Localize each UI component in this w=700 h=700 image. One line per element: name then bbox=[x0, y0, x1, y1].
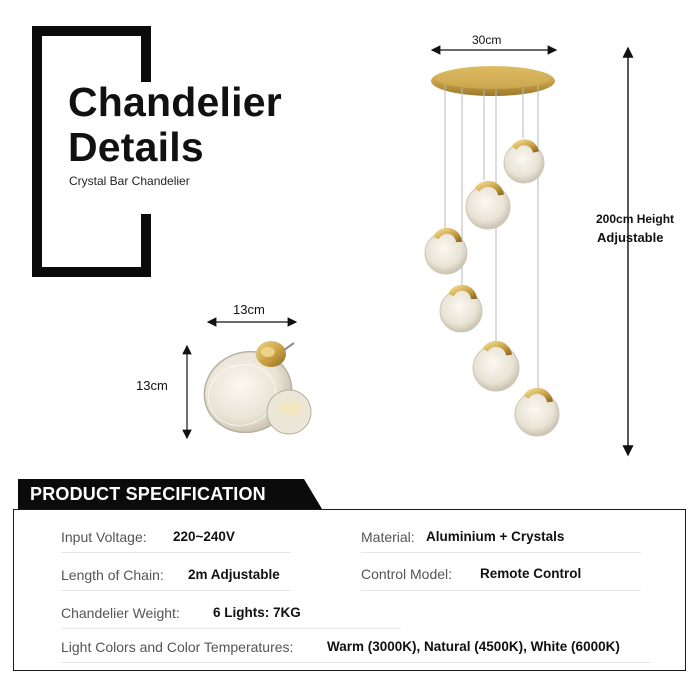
title-line-2: Details bbox=[68, 124, 204, 170]
divider bbox=[61, 590, 291, 591]
crystal-globe bbox=[466, 184, 510, 229]
spec-value: Remote Control bbox=[480, 566, 582, 581]
title-line-1: Chandelier bbox=[68, 79, 282, 125]
spec-label: Length of Chain: bbox=[61, 567, 164, 583]
canopy-width-label: 30cm bbox=[472, 33, 502, 47]
spec-label: Light Colors and Color Temperatures: bbox=[61, 639, 294, 655]
globe-detail-view bbox=[194, 340, 311, 443]
spec-heading: PRODUCT SPECIFICATION bbox=[30, 484, 266, 504]
crystal-globe bbox=[504, 142, 544, 183]
divider bbox=[61, 552, 291, 553]
divider bbox=[361, 552, 641, 553]
height-label-line2: Adjustable bbox=[597, 230, 664, 245]
spec-value: Warm (3000K), Natural (4500K), White (6000K) bbox=[327, 639, 620, 654]
globe-height-label: 13cm bbox=[136, 378, 168, 393]
spec-value: 2m Adjustable bbox=[188, 567, 280, 582]
spec-label: Chandelier Weight: bbox=[61, 605, 180, 621]
crystal-globe bbox=[473, 344, 519, 391]
crystal-globe bbox=[515, 391, 559, 436]
spec-label: Material: bbox=[361, 529, 415, 545]
spec-label: Input Voltage: bbox=[61, 529, 147, 545]
globe-width-label: 13cm bbox=[233, 302, 265, 317]
height-label-line1: 200cm Height bbox=[596, 212, 675, 226]
spec-label: Control Model: bbox=[361, 566, 453, 582]
divider bbox=[361, 590, 641, 591]
divider bbox=[61, 662, 651, 663]
crystal-globe bbox=[440, 288, 482, 332]
spec-value: 6 Lights: 7KG bbox=[213, 605, 301, 620]
spec-value: 220~240V bbox=[173, 529, 235, 544]
crystal-globe bbox=[425, 231, 467, 274]
divider bbox=[61, 628, 401, 629]
page-subtitle: Crystal Bar Chandelier bbox=[69, 174, 190, 188]
spec-value: Aluminium + Crystals bbox=[426, 529, 565, 544]
